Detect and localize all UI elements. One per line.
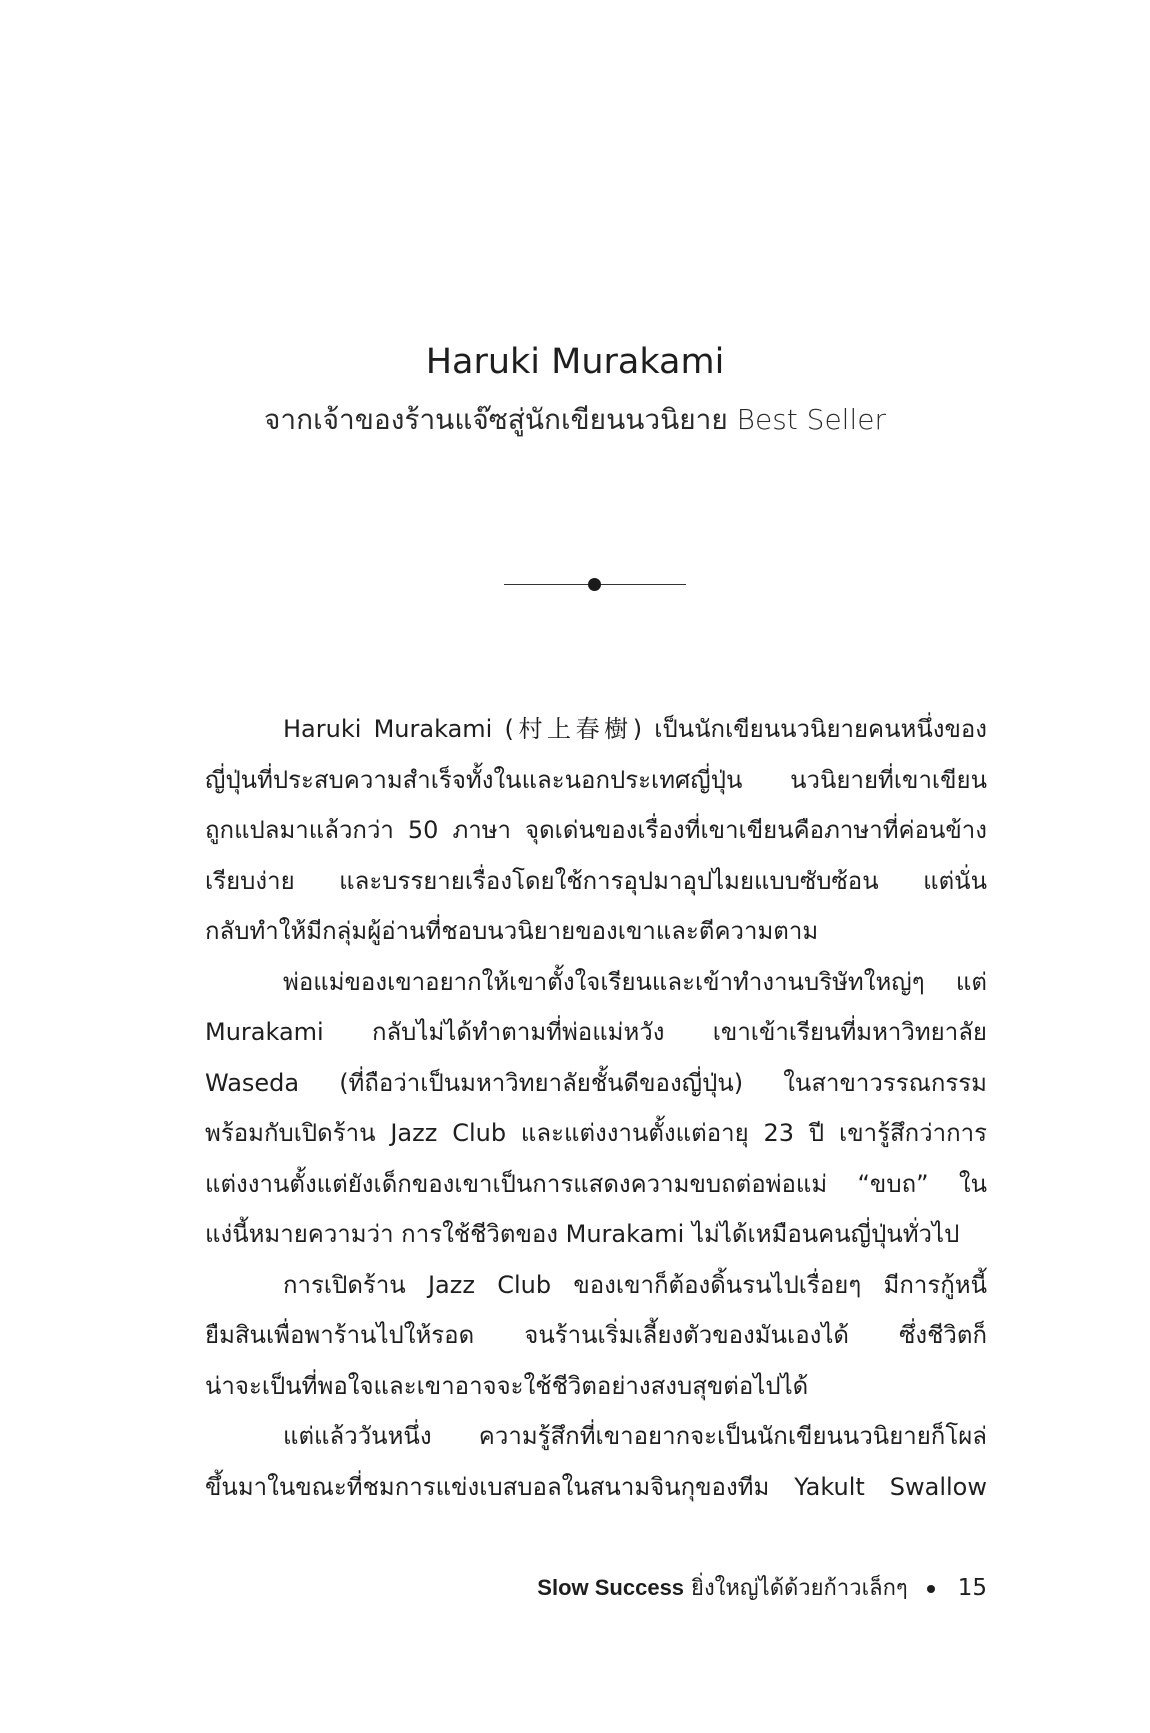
book-tagline: ยิ่งใหญ่ได้ด้วยก้าวเล็กๆ: [691, 1576, 908, 1601]
text-line: พ่อแม่ของเขาอยากให้เขาตั้งใจเรียนและเข้าทำงานบริษัทใหญ่ๆ แต่: [283, 967, 987, 996]
text-line: Waseda (ที่ถือว่าเป็นมหาวิทยาลัยชั้นดีของญี่ปุ่น) ในสาขาวรรณกรรม: [205, 1068, 987, 1097]
body-text: [205, 704, 987, 1512]
divider-dot-icon: [588, 578, 601, 591]
page-number: 15: [957, 1575, 987, 1601]
book-title: Slow Success: [537, 1575, 685, 1600]
text-line: แต่แล้ววันหนึ่ง ความรู้สึกที่เขาอยากจะเป็นนักเขียนนวนิยายก็โผล่: [283, 1422, 987, 1450]
chapter-title: Haruki Murakami: [425, 342, 725, 382]
text-line: Haruki Murakami (村上春樹) เป็นนักเขียนนวนิยายคนหนึ่งของ: [283, 715, 987, 743]
running-footer: [537, 1570, 987, 1607]
text-line: ขึ้นมาในขณะที่ชมการแข่งเบสบอลในสนามจินกุของทีม Yakult Swallow: [205, 1472, 987, 1501]
text-line: ญี่ปุ่นที่ประสบความสำเร็จทั้งในและนอกประเทศญี่ปุ่น นวนิยายที่เขาเขียน: [205, 765, 987, 794]
text-line: กลับทำให้มีกลุ่มผู้อ่านที่ชอบนวนิยายของเขาและตีความตาม: [205, 917, 819, 945]
text-line: แง่นี้หมายความว่า การใช้ชีวิตของ Murakami ไม่ได้เหมือนคนญี่ปุ่นทั่วไป: [205, 1220, 960, 1248]
divider-ornament: [504, 578, 686, 592]
text-line: แต่งงานตั้งแต่ยังเด็กของเขาเป็นการแสดงความขบถต่อพ่อแม่ “ขบถ” ใน: [205, 1169, 987, 1198]
text-line: Murakami กลับไม่ได้ทำตามที่พ่อแม่หวัง เขาเข้าเรียนที่มหาวิทยาลัย: [205, 1018, 987, 1046]
chapter-subtitle: จากเจ้าของร้านแจ๊ซสู่นักเขียนนวนิยาย Best Seller: [264, 403, 886, 436]
text-line: เรียบง่าย และบรรยายเรื่องโดยใช้การอุปมาอุปไมยแบบซับซ้อน แต่นั่น: [205, 866, 987, 895]
text-line: พร้อมกับเปิดร้าน Jazz Club และแต่งงานตั้งแต่อายุ 23 ปี เขารู้สึกว่าการ: [205, 1119, 987, 1147]
bullet-icon: [927, 1585, 935, 1593]
text-line: ยืมสินเพื่อพาร้านไปให้รอด จนร้านเริ่มเลี้ยงตัวของมันเองได้ ซึ่งชีวิตก็: [205, 1321, 987, 1349]
text-line: ถูกแปลมาแล้วกว่า 50 ภาษา จุดเด่นของเรื่องที่เขาเขียนคือภาษาที่ค่อนข้าง: [205, 816, 987, 844]
text-line: น่าจะเป็นที่พอใจและเขาอาจจะใช้ชีวิตอย่างสงบสุขต่อไปได้: [205, 1371, 809, 1400]
text-line: การเปิดร้าน Jazz Club ของเขาก็ต้องดิ้นรนไปเรื่อยๆ มีการกู้หนี้: [283, 1270, 987, 1299]
